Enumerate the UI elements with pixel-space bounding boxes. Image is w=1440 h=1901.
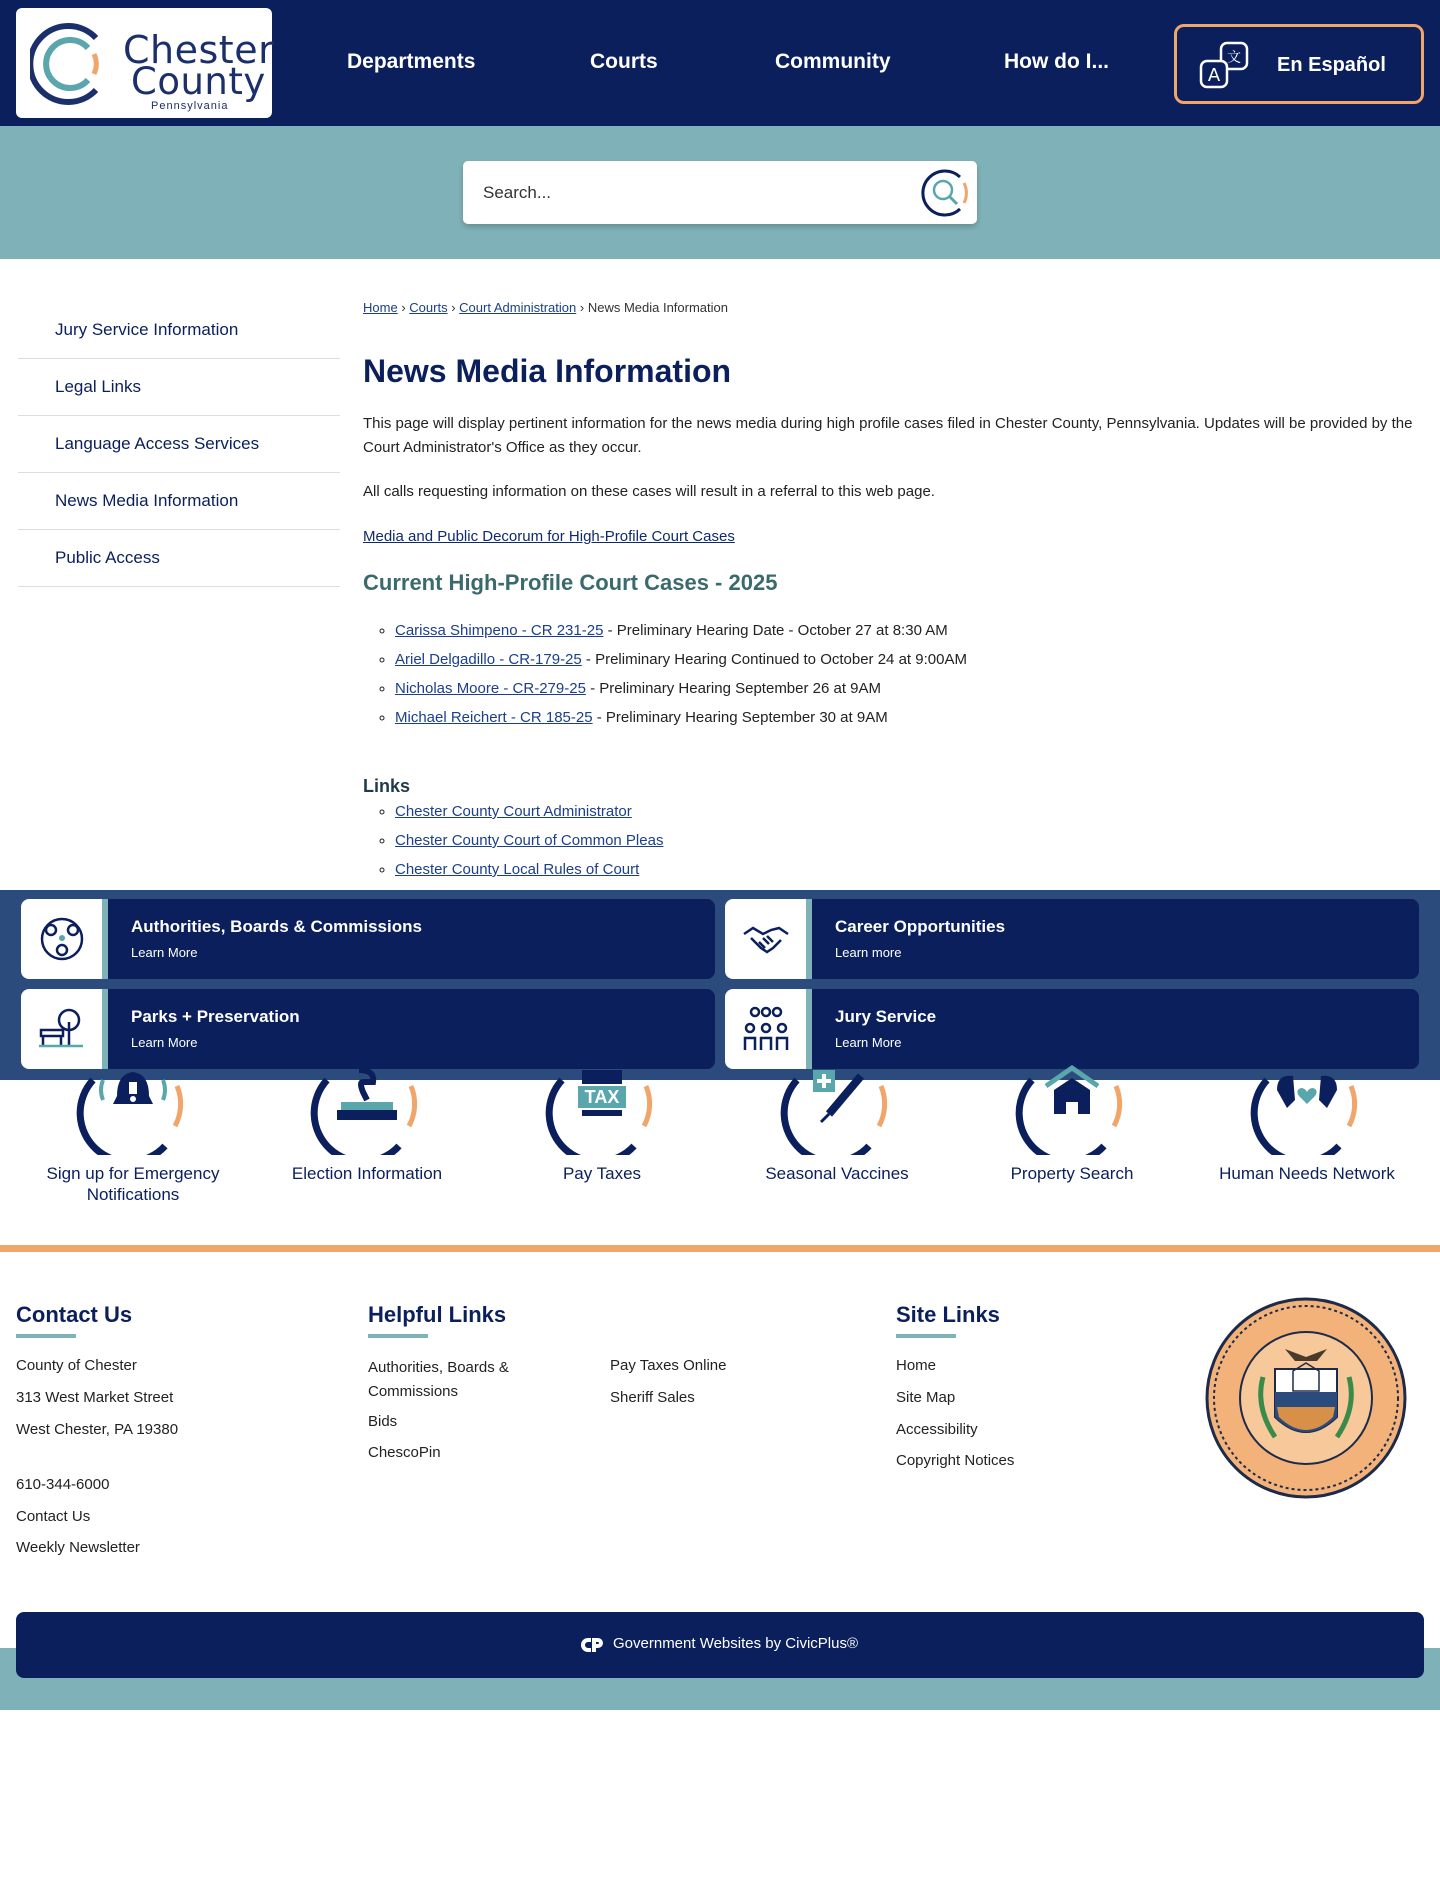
quick-link-label: Sign up for Emergency Notifications (46, 1164, 220, 1204)
local-rules-link[interactable]: Chester County Local Rules of Court (395, 861, 640, 878)
handshake-icon (741, 914, 791, 964)
sidebar-nav (18, 302, 340, 587)
hands-heart-icon (1247, 1060, 1367, 1155)
case-link[interactable]: Ariel Delgadillo - CR-179-25 (395, 651, 582, 668)
breadcrumb-courts[interactable]: Courts (409, 300, 448, 315)
contact-us-link[interactable]: Contact Us (16, 1508, 91, 1525)
referral-paragraph: All calls requesting information on these cases will result in a referral to this web page. (363, 483, 935, 500)
card-title: Parks + Preservation (131, 1007, 300, 1026)
jury-people-icon (741, 1004, 791, 1054)
list-item (395, 674, 1413, 703)
card-icon-box (725, 989, 806, 1069)
logo-text-pennsylvania: Pennsylvania (151, 100, 229, 112)
espanol-label: En Español (1277, 54, 1386, 76)
heading-underline (368, 1334, 428, 1338)
sidebar-item-public-access[interactable]: Public Access (18, 530, 340, 587)
card-stripe (806, 899, 812, 979)
list-item (395, 703, 1413, 732)
site-link-copyright[interactable]: Copyright Notices (896, 1452, 1015, 1469)
list-item (395, 616, 1413, 645)
nav-departments[interactable]: Departments (347, 50, 476, 73)
links-heading: Links (363, 776, 411, 796)
nav-courts[interactable]: Courts (590, 50, 658, 73)
list-item (395, 855, 1413, 884)
quick-link-human-needs[interactable] (1190, 1060, 1424, 1184)
civicplus-bar (16, 1612, 1424, 1678)
quick-link-emergency[interactable] (16, 1060, 250, 1205)
newsletter-link[interactable]: Weekly Newsletter (16, 1539, 140, 1556)
site-header (0, 0, 1440, 126)
card-authorities-boards[interactable] (21, 899, 715, 979)
card-learn-more: Learn more (835, 945, 902, 960)
cases-heading: Current High-Profile Court Cases - 2025 (363, 570, 778, 595)
card-learn-more: Learn More (835, 1035, 902, 1050)
search-input[interactable] (463, 161, 903, 224)
case-detail: - Preliminary Hearing Continued to October 24 at 9:00AM (581, 651, 967, 668)
card-jury-service[interactable] (725, 989, 1419, 1069)
tax-icon (542, 1060, 662, 1155)
list-item (395, 797, 1413, 826)
cases-list (363, 616, 1413, 732)
civicplus-link[interactable]: Government Websites by CivicPlus® (613, 1635, 859, 1652)
heading-underline (16, 1334, 76, 1338)
sidebar-item-news-media[interactable]: News Media Information (18, 473, 340, 530)
card-stripe (806, 989, 812, 1069)
breadcrumb (363, 300, 1413, 315)
quick-link-label: Human Needs Network (1219, 1164, 1395, 1183)
heading-underline (896, 1334, 956, 1338)
links-list (363, 797, 1413, 884)
ballot-box-icon (307, 1060, 427, 1155)
card-title: Jury Service (835, 1007, 937, 1026)
main-content (363, 300, 1413, 884)
quick-link-pay-taxes[interactable] (485, 1060, 719, 1184)
nav-how-do-i[interactable]: How do I... (1004, 50, 1109, 73)
sidebar-item-language-access[interactable]: Language Access Services (18, 416, 340, 473)
alert-bell-icon (73, 1060, 193, 1155)
quick-link-label: Seasonal Vaccines (765, 1164, 909, 1183)
county-logo[interactable] (16, 8, 275, 118)
people-network-icon (37, 914, 87, 964)
address-line-3: West Chester, PA 19380 (16, 1421, 179, 1438)
featured-cards-band (0, 890, 1440, 1080)
translate-icon (1199, 41, 1251, 93)
footer-link-sheriff-sales[interactable]: Sheriff Sales (610, 1389, 695, 1406)
phone-link[interactable]: 610-344-6000 (16, 1476, 110, 1493)
breadcrumb-separator: › (579, 300, 585, 315)
list-item (395, 826, 1413, 855)
espanol-button[interactable] (1174, 24, 1424, 104)
site-link-accessibility[interactable]: Accessibility (896, 1421, 978, 1438)
helpful-links-heading: Helpful Links (368, 1302, 507, 1327)
address-line-1: County of Chester (16, 1357, 137, 1374)
search-band (0, 126, 1440, 259)
card-learn-more: Learn More (131, 945, 198, 960)
logo-text-chester: Chester (123, 28, 275, 72)
card-icon-box (21, 899, 102, 979)
site-link-site-map[interactable]: Site Map (896, 1389, 956, 1406)
footer-link-pay-taxes-online[interactable]: Pay Taxes Online (610, 1357, 727, 1374)
card-icon-box (21, 989, 102, 1069)
case-link[interactable]: Carissa Shimpeno - CR 231-25 (395, 622, 604, 639)
quick-link-label: Pay Taxes (562, 1164, 642, 1183)
breadcrumb-home[interactable]: Home (363, 300, 398, 315)
quick-link-election[interactable] (250, 1060, 484, 1184)
quick-link-label: Election Information (291, 1164, 443, 1183)
logo-text-county: County (131, 60, 266, 103)
case-link[interactable]: Nicholas Moore - CR-279-25 (395, 680, 586, 697)
card-career-opportunities[interactable] (725, 899, 1419, 979)
case-detail: - Preliminary Hearing Date - October 27 at 8:30 AM (603, 622, 948, 639)
county-logo-mark-icon (30, 22, 114, 106)
card-stripe (102, 899, 108, 979)
civicplus-logo-icon (578, 1635, 604, 1655)
contact-heading: Contact Us (16, 1302, 133, 1327)
breadcrumb-court-administration[interactable]: Court Administration (459, 300, 577, 315)
svg-text:文: 文 (1227, 50, 1241, 66)
svg-text:TAX: TAX (584, 1087, 620, 1107)
house-icon (1012, 1060, 1132, 1155)
site-links-heading: Site Links (896, 1302, 1000, 1327)
card-title: Career Opportunities (835, 917, 1006, 936)
footer-link-chescopin[interactable]: ChescoPin (368, 1444, 441, 1461)
card-stripe (102, 989, 108, 1069)
court-common-pleas-link[interactable]: Chester County Court of Common Pleas (395, 832, 664, 849)
breadcrumb-current: News Media Information (587, 300, 728, 315)
sidebar-item-legal-links[interactable]: Legal Links (18, 359, 340, 416)
court-administrator-link[interactable]: Chester County Court Administrator (395, 803, 632, 820)
card-parks-preservation[interactable] (21, 989, 715, 1069)
quick-link-vaccines[interactable] (720, 1060, 954, 1184)
breadcrumb-separator: › (451, 300, 456, 315)
case-link[interactable]: Michael Reichert - CR 185-25 (395, 709, 593, 726)
search-icon (920, 167, 972, 219)
footer-link-bids[interactable]: Bids (368, 1413, 398, 1430)
intro-paragraph: This page will display pertinent information for the news media during high profile cases filed in Chester County, Pennsylvania. Updates will be provided by the Court Administrator's Office as they occur. (363, 415, 1413, 456)
syringe-icon (777, 1060, 897, 1155)
case-detail: - Preliminary Hearing September 30 at 9AM (592, 709, 888, 726)
quick-link-label: Property Search (1010, 1164, 1134, 1183)
page-title: News Media Information (363, 353, 732, 389)
site-link-home[interactable]: Home (896, 1357, 937, 1374)
svg-text:A: A (1207, 65, 1221, 86)
footer-link-authorities[interactable]: Authorities, Boards & Commissions (368, 1359, 509, 1400)
case-detail: - Preliminary Hearing September 26 at 9AM (585, 680, 882, 697)
county-seal-icon (1205, 1297, 1407, 1499)
quick-link-property-search[interactable] (955, 1060, 1189, 1184)
card-icon-box (725, 899, 806, 979)
card-title: Authorities, Boards & Commissions (131, 917, 422, 936)
sidebar-item-jury-service[interactable]: Jury Service Information (18, 302, 340, 359)
address-line-2: 313 West Market Street (16, 1389, 174, 1406)
search-button[interactable] (920, 167, 972, 219)
park-bench-icon (37, 1004, 87, 1054)
breadcrumb-separator: › (401, 300, 406, 315)
nav-community[interactable]: Community (775, 50, 891, 73)
card-learn-more: Learn More (131, 1035, 198, 1050)
footer-divider (0, 1245, 1440, 1252)
search-box (463, 161, 977, 224)
decorum-link[interactable]: Media and Public Decorum for High-Profile Court Cases (363, 528, 735, 545)
list-item (395, 645, 1413, 674)
